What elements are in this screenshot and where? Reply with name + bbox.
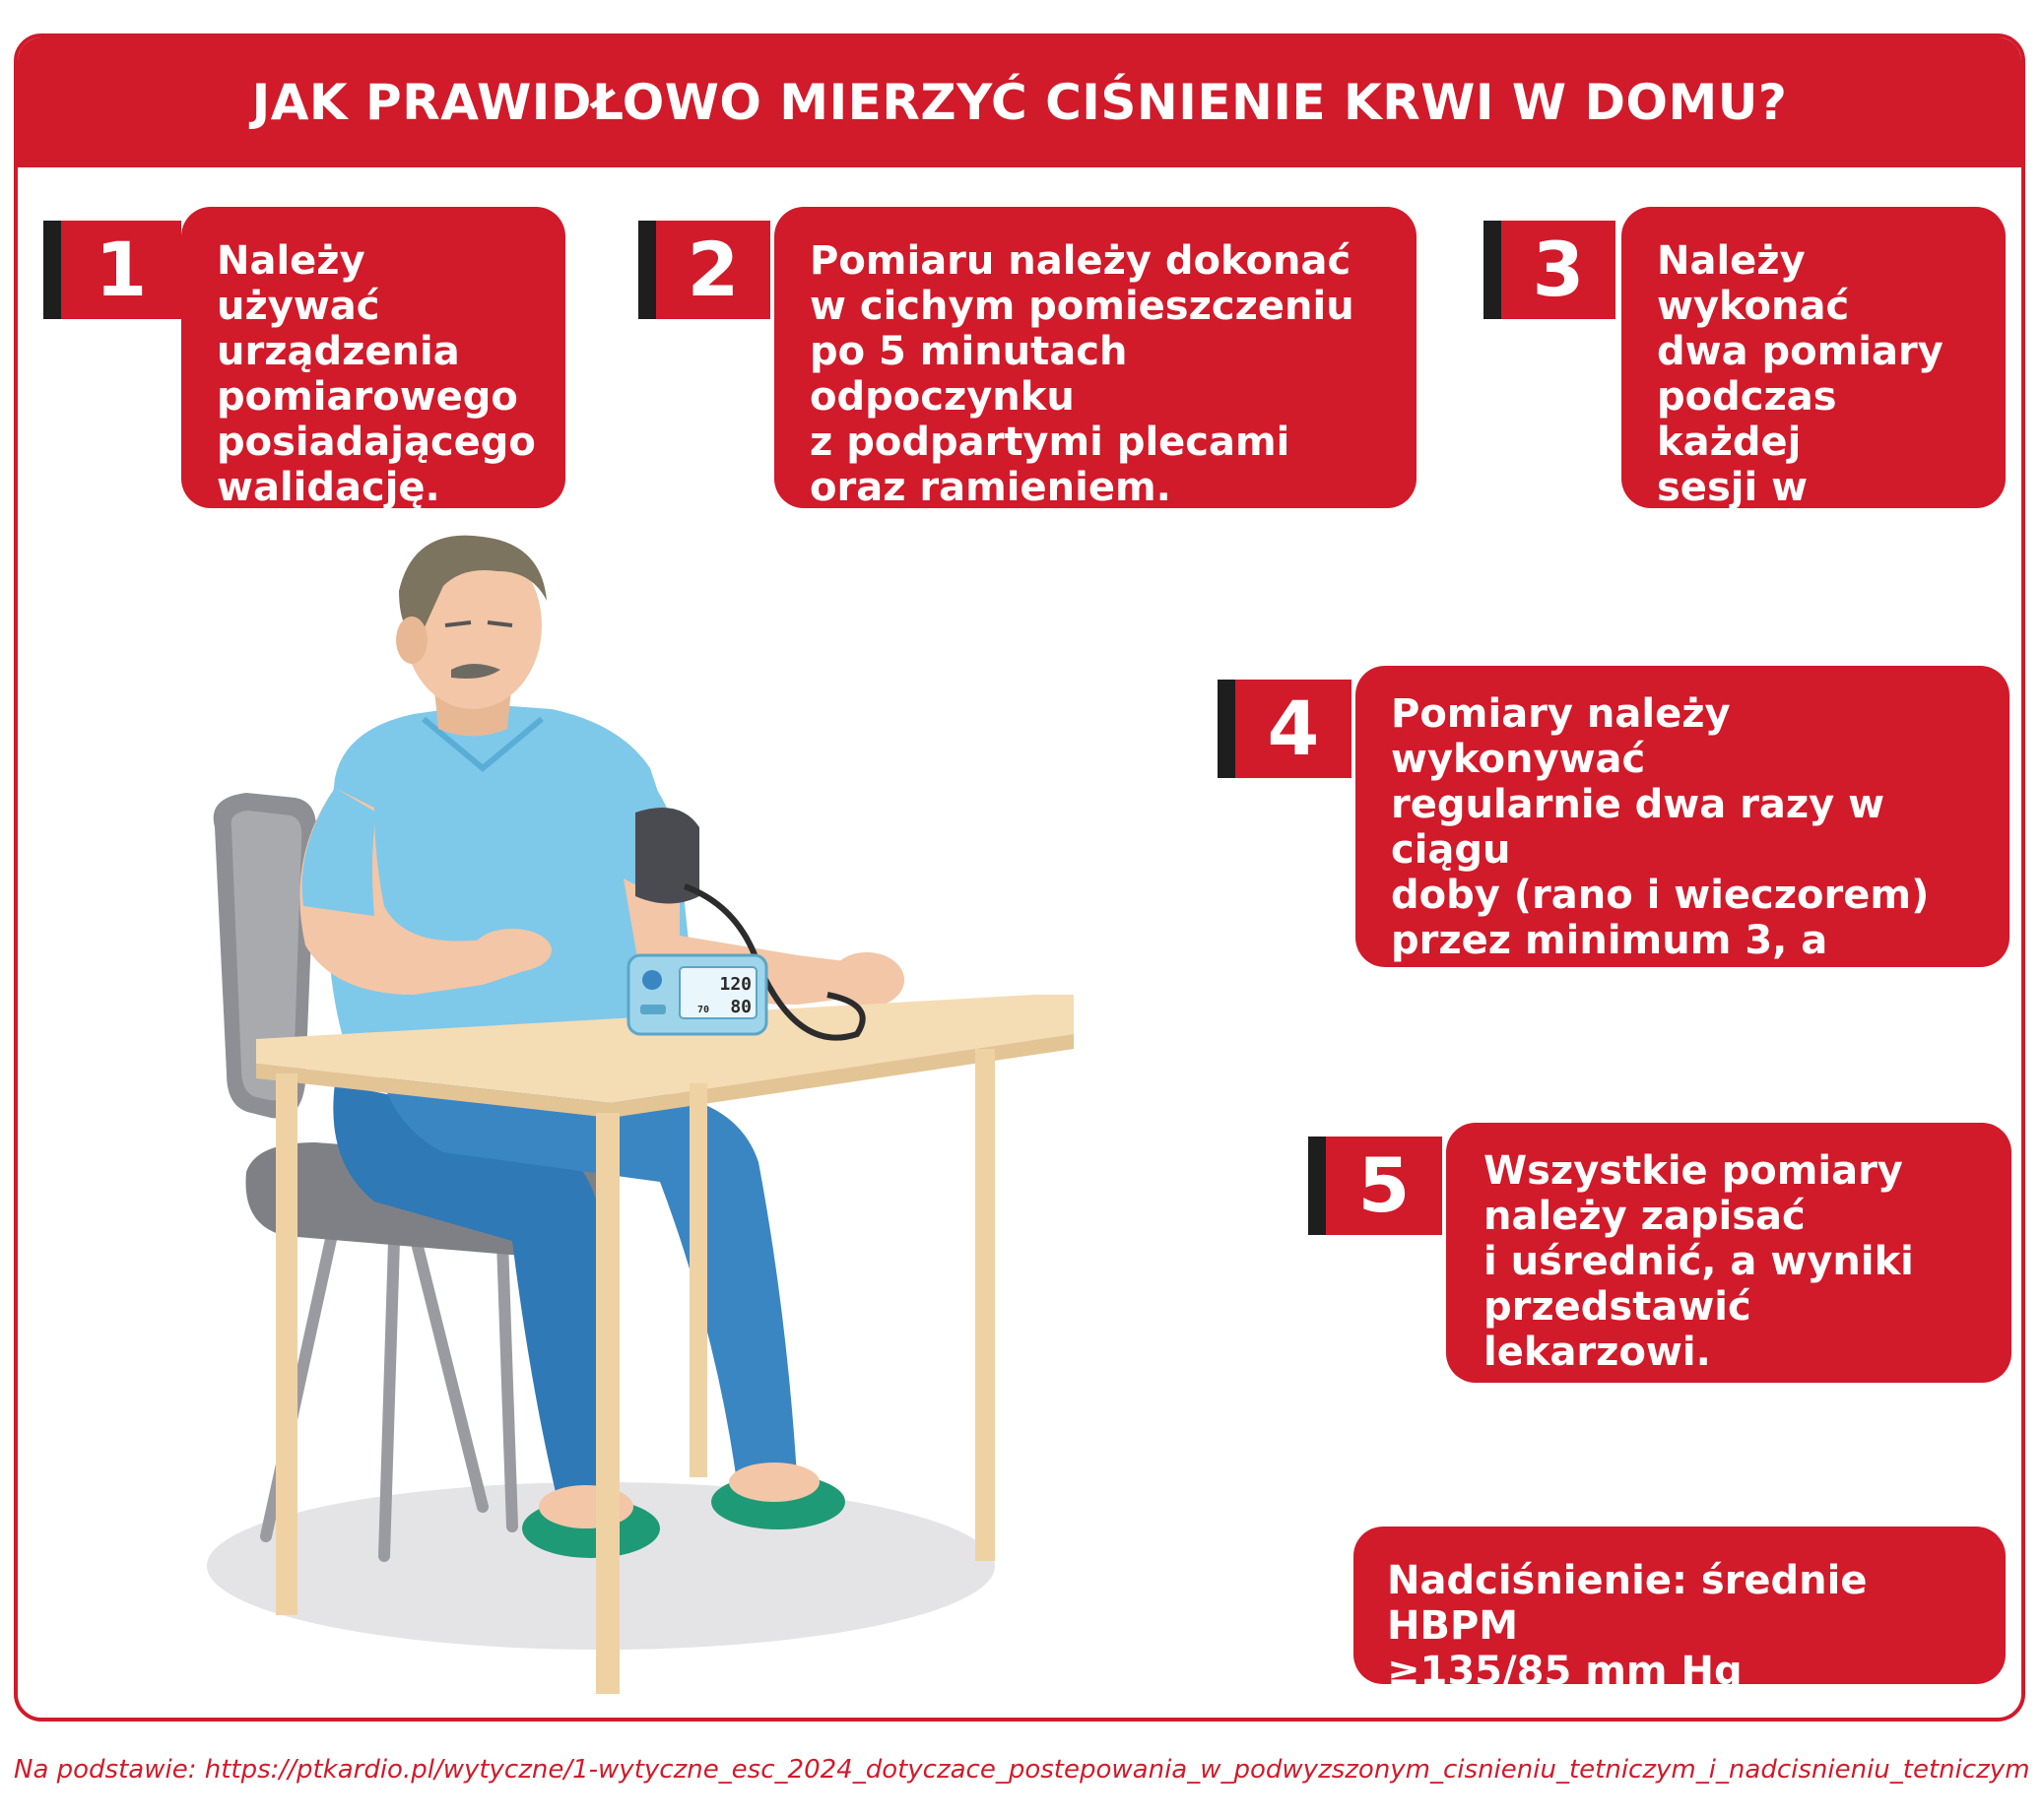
step-4-number: 4 [1218,680,1351,778]
step-4-text: Pomiary należy wykonywać regularnie dwa razy w ciągu doby (rano i wieczorem) przez minimum 3, a idealnie 7 dni. [1355,666,2010,967]
step-5-number: 5 [1308,1137,1442,1235]
step-2-number: 2 [638,221,770,319]
step-1-number: 1 [43,221,181,319]
monitor-pulse: 70 [696,1005,709,1015]
step-3-text: Należy wykonać dwa pomiary podczas każdej sesji w odstępie 1–2 minut. [1621,207,2006,508]
hypertension-threshold-note: Nadciśnienie: średnie HBPM ≥135/85 mm Hg [1353,1527,2006,1684]
step-1-text: Należy używać urządzenia pomiarowego posiadającego walidację. [181,207,565,508]
monitor-power-icon [642,970,662,990]
monitor-diastolic: 80 [730,997,752,1017]
man-measuring-blood-pressure-illustration [187,532,1093,1704]
hand [473,929,552,972]
step-3-number: 3 [1483,221,1615,319]
source-citation: Na podstawie: https://ptkardio.pl/wytyczne/1-wytyczne_esc_2024_dotyczace_postepowania_w_podwyzszonym_cisnieniu_tetniczym_i_nadcisnieniu_tetniczym [14,1755,2030,1785]
blood-pressure-monitor [628,955,766,1034]
monitor-systolic: 120 [719,974,752,995]
step-5-text: Wszystkie pomiary należy zapisać i uśrednić, a wyniki przedstawić lekarzowi. [1446,1123,2011,1383]
step-2-text: Pomiaru należy dokonać w cichym pomieszczeniu po 5 minutach odpoczynku z podpartymi plecami oraz ramieniem. [774,207,1417,508]
page-title: JAK PRAWIDŁOWO MIERZYĆ CIŚNIENIE KRWI W DOMU? [18,37,2021,167]
